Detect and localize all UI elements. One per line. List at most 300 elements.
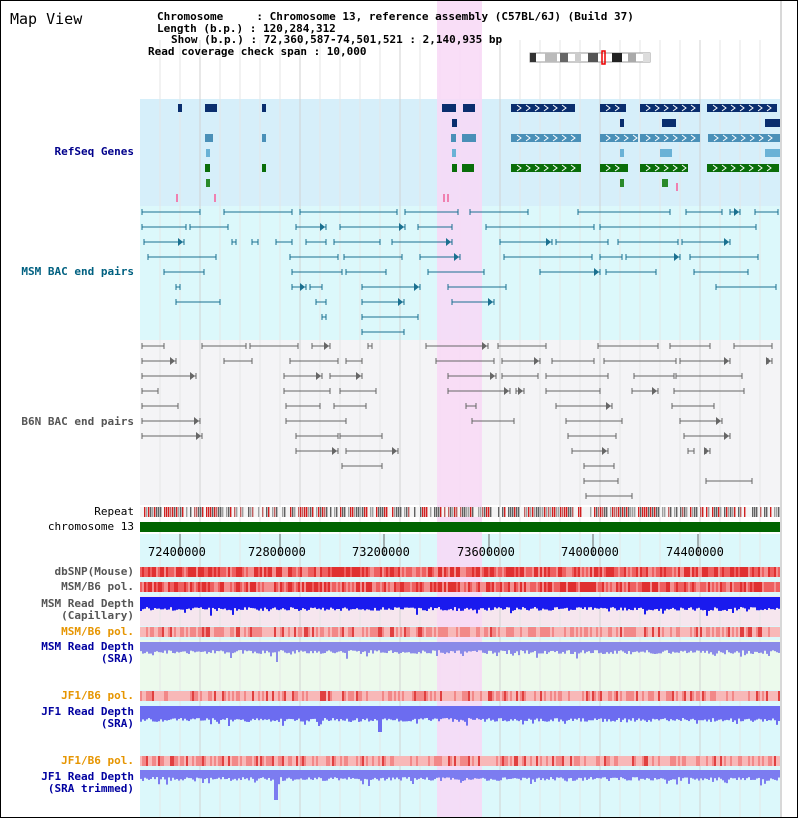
depth-bar (562, 770, 564, 779)
repeat-element (528, 507, 529, 517)
depth-bar (282, 642, 284, 651)
repeat-element (776, 507, 777, 517)
heat-cell (270, 567, 272, 577)
depth-bar (248, 642, 250, 651)
depth-bar (296, 642, 298, 650)
depth-bar (710, 770, 712, 778)
heat-cell (744, 756, 746, 766)
depth-bar (206, 597, 208, 609)
depth-bar (666, 706, 668, 720)
depth-bar (324, 706, 326, 718)
depth-bar (712, 597, 714, 610)
repeat-element (538, 507, 539, 517)
depth-bar (482, 770, 484, 778)
heat-cell (648, 691, 650, 701)
heat-cell (352, 567, 354, 577)
depth-bar (442, 770, 444, 777)
heat-cell (348, 627, 350, 637)
heat-cell (306, 567, 308, 577)
heat-cell (226, 756, 228, 766)
heat-cell (202, 756, 204, 766)
heat-cell (232, 756, 234, 766)
heat-cell (408, 756, 410, 766)
heat-cell (424, 567, 426, 577)
heat-cell (702, 691, 704, 701)
label-msm-depth-capillary[interactable]: MSM Read Depth (Capillary) (41, 597, 134, 622)
heat-cell (668, 627, 670, 637)
heat-cell (710, 756, 712, 766)
heat-cell (712, 627, 714, 637)
repeat-element (646, 507, 647, 517)
depth-bar (312, 706, 314, 719)
heat-cell (640, 582, 642, 592)
depth-bar (482, 642, 484, 653)
depth-bar (722, 706, 724, 721)
depth-bar (180, 770, 182, 779)
depth-bar (398, 706, 400, 722)
depth-bar (716, 597, 718, 608)
depth-bar (484, 770, 486, 779)
heat-cell (668, 582, 670, 592)
heat-cell (548, 756, 550, 766)
heat-cell (296, 756, 298, 766)
depth-bar (254, 770, 256, 783)
repeat-element (502, 507, 503, 517)
depth-bar (616, 706, 618, 720)
heat-cell (192, 691, 194, 701)
depth-bar (244, 597, 246, 607)
depth-bar (184, 642, 186, 651)
depth-bar (142, 642, 144, 654)
heat-cell (534, 756, 536, 766)
depth-bar (732, 770, 734, 778)
label-jf1-b6-pol[interactable]: JF1/B6 pol. (61, 689, 134, 702)
repeat-element (326, 507, 327, 517)
heat-cell (594, 691, 596, 701)
depth-bar (390, 642, 392, 650)
heat-cell (652, 627, 654, 637)
heat-cell (744, 567, 746, 577)
depth-bar (212, 706, 214, 718)
heat-cell (738, 691, 740, 701)
label-msm-b6-pol-sra[interactable]: MSM/B6 pol. (61, 625, 134, 638)
heat-cell (184, 756, 186, 766)
heat-cell (232, 582, 234, 592)
heat-cell (356, 756, 358, 766)
heat-cell (152, 582, 154, 592)
depth-bar (648, 706, 650, 720)
heat-cell (494, 756, 496, 766)
heat-cell (556, 582, 558, 592)
repeat-element (600, 507, 601, 517)
depth-bar (438, 597, 440, 607)
repeat-element (526, 507, 527, 517)
depth-bar (264, 597, 266, 608)
heat-cell (476, 567, 478, 577)
depth-bar (482, 597, 484, 608)
depth-bar (674, 706, 676, 721)
heat-cell (662, 567, 664, 577)
depth-bar (264, 706, 266, 719)
depth-bar (452, 642, 454, 651)
heat-cell (144, 627, 146, 637)
heat-cell (364, 756, 366, 766)
depth-bar (700, 706, 702, 720)
depth-bar (276, 642, 278, 662)
depth-bar (760, 770, 762, 785)
depth-bar (692, 770, 694, 779)
label-jf1-b6-pol-trim[interactable]: JF1/B6 pol. (61, 754, 134, 767)
heat-cell (402, 582, 404, 592)
depth-bar (478, 597, 480, 610)
heat-cell (314, 627, 316, 637)
heat-cell (540, 567, 542, 577)
depth-bar (156, 706, 158, 722)
heat-cell (666, 567, 668, 577)
chromosome-bar (140, 522, 780, 532)
depth-bar (246, 642, 248, 651)
heat-cell (536, 627, 538, 637)
repeat-element (310, 507, 311, 517)
heat-cell (638, 582, 640, 592)
depth-bar (164, 597, 166, 609)
repeat-element (148, 507, 149, 517)
depth-bar (234, 597, 236, 608)
label-jf1-depth-sra[interactable]: JF1 Read Depth (SRA) (41, 705, 134, 730)
repeat-element (262, 507, 263, 517)
heat-cell (408, 582, 410, 592)
depth-bar (646, 597, 648, 611)
depth-bar (612, 642, 614, 654)
repeat-element (406, 507, 407, 517)
depth-bar (624, 642, 626, 653)
heat-cell (434, 756, 436, 766)
depth-bar (536, 642, 538, 658)
heat-cell (658, 627, 660, 637)
depth-bar (538, 642, 540, 653)
repeat-element (362, 507, 363, 517)
depth-bar (374, 597, 376, 608)
depth-bar (298, 770, 300, 779)
heat-cell (508, 627, 510, 637)
depth-bar (428, 597, 430, 609)
label-b6n-bac[interactable]: B6N BAC end pairs (21, 415, 134, 428)
heat-cell (352, 691, 354, 701)
heat-cell (494, 582, 496, 592)
depth-bar (266, 597, 268, 609)
depth-bar (260, 770, 262, 778)
heat-cell (562, 582, 564, 592)
heat-cell (682, 756, 684, 766)
depth-bar (520, 770, 522, 780)
heat-cell (516, 567, 518, 577)
heat-cell (436, 582, 438, 592)
depth-bar (542, 597, 544, 609)
heat-cell (374, 567, 376, 577)
heat-cell (558, 567, 560, 577)
depth-bar (144, 597, 146, 609)
heat-cell (552, 567, 554, 577)
heat-cell (530, 582, 532, 592)
depth-bar (444, 642, 446, 654)
depth-bar (316, 706, 318, 722)
heat-cell (502, 627, 504, 637)
heat-cell (144, 756, 146, 766)
heat-cell (388, 582, 390, 592)
depth-bar (156, 597, 158, 609)
depth-bar (182, 706, 184, 721)
heat-cell (736, 756, 738, 766)
heat-cell (566, 582, 568, 592)
heat-cell (444, 691, 446, 701)
depth-bar (310, 597, 312, 608)
depth-bar (258, 706, 260, 720)
heat-cell (392, 627, 394, 637)
label-msm-bac[interactable]: MSM BAC end pairs (21, 265, 134, 278)
depth-bar (442, 642, 444, 653)
repeat-element (366, 507, 367, 517)
heat-cell (452, 627, 454, 637)
refseq-gene (620, 179, 624, 187)
heat-cell (420, 567, 422, 577)
depth-bar (266, 706, 268, 720)
label-dbsnp[interactable]: dbSNP(Mouse) (54, 565, 134, 578)
depth-bar (460, 597, 462, 611)
depth-bar (308, 706, 310, 721)
heat-cell (280, 627, 282, 637)
depth-bar (280, 642, 282, 650)
heat-cell (610, 582, 612, 592)
heat-cell (488, 582, 490, 592)
repeat-element (404, 507, 405, 517)
heat-cell (544, 691, 546, 701)
repeat-element (274, 507, 275, 517)
depth-bar (706, 642, 708, 651)
depth-bar (698, 597, 700, 608)
depth-bar (598, 597, 600, 609)
heat-cell (492, 582, 494, 592)
depth-bar (656, 642, 658, 654)
heat-cell (664, 691, 666, 701)
heat-cell (634, 627, 636, 637)
heat-cell (176, 627, 178, 637)
depth-bar (238, 770, 240, 778)
heat-cell (186, 567, 188, 577)
depth-bar (622, 597, 624, 610)
label-msm-b6-pol[interactable]: MSM/B6 pol. (61, 580, 134, 593)
depth-bar (164, 770, 166, 779)
heat-cell (214, 691, 216, 701)
repeat-element (464, 507, 465, 517)
heat-cell (310, 582, 312, 592)
depth-bar (284, 770, 286, 781)
repeat-element (732, 507, 733, 517)
heat-cell (232, 691, 234, 701)
depth-bar (736, 770, 738, 780)
depth-bar (352, 642, 354, 651)
heat-cell (188, 691, 190, 701)
heat-cell (662, 582, 664, 592)
heat-cell (372, 691, 374, 701)
heat-cell (568, 567, 570, 577)
label-refseq-genes[interactable]: RefSeq Genes (54, 145, 134, 158)
heat-cell (692, 582, 694, 592)
heat-cell (412, 627, 414, 637)
depth-bar (210, 597, 212, 616)
refseq-gene (451, 134, 456, 142)
heat-cell (590, 756, 592, 766)
depth-bar (168, 706, 170, 720)
depth-bar (490, 770, 492, 779)
depth-bar (204, 597, 206, 609)
depth-bar (584, 597, 586, 607)
heat-cell (724, 582, 726, 592)
heat-cell (526, 756, 528, 766)
depth-bar (416, 597, 418, 615)
label-jf1-depth-trimmed[interactable]: JF1 Read Depth (SRA trimmed) (41, 770, 134, 795)
depth-bar (158, 770, 160, 784)
heat-cell (692, 691, 694, 701)
depth-bar (332, 770, 334, 779)
depth-bar (612, 770, 614, 778)
depth-bar (570, 770, 572, 778)
heat-cell (392, 582, 394, 592)
heat-cell (512, 627, 514, 637)
heat-cell (706, 691, 708, 701)
heat-cell (312, 567, 314, 577)
depth-bar (260, 597, 262, 609)
depth-bar (778, 642, 780, 653)
heat-cell (700, 627, 702, 637)
depth-bar (464, 770, 466, 780)
heat-cell (690, 756, 692, 766)
depth-bar (560, 770, 562, 777)
heat-cell (718, 567, 720, 577)
depth-bar (410, 597, 412, 608)
heat-cell (454, 756, 456, 766)
heat-cell (176, 691, 178, 701)
depth-bar (682, 770, 684, 778)
heat-cell (600, 691, 602, 701)
heat-cell (298, 582, 300, 592)
depth-bar (686, 597, 688, 610)
depth-bar (716, 770, 718, 780)
heat-cell (680, 756, 682, 766)
depth-bar (718, 770, 720, 777)
depth-bar (444, 597, 446, 610)
depth-bar (676, 770, 678, 784)
heat-cell (592, 567, 594, 577)
depth-bar (664, 642, 666, 651)
refseq-gene (600, 164, 628, 172)
depth-bar (680, 706, 682, 721)
heat-cell (312, 691, 314, 701)
depth-bar (236, 770, 238, 780)
heat-cell (426, 627, 428, 637)
heat-cell (184, 567, 186, 577)
heat-cell (306, 627, 308, 637)
depth-bar (326, 706, 328, 720)
depth-bar (490, 642, 492, 651)
heat-cell (406, 756, 408, 766)
heat-cell (530, 756, 532, 766)
depth-bar (550, 597, 552, 611)
depth-bar (590, 770, 592, 777)
heat-cell (756, 691, 758, 701)
heat-cell (372, 567, 374, 577)
depth-bar (528, 642, 530, 654)
depth-bar (214, 770, 216, 779)
heat-cell (570, 756, 572, 766)
depth-bar (652, 706, 654, 719)
depth-bar (684, 706, 686, 719)
heat-cell (606, 567, 608, 577)
repeat-element (436, 507, 437, 517)
heat-cell (538, 691, 540, 701)
repeat-element (470, 507, 471, 517)
heat-cell (276, 567, 278, 577)
heat-cell (534, 582, 536, 592)
heat-cell (478, 567, 480, 577)
heat-cell (500, 627, 502, 637)
depth-bar (512, 706, 514, 721)
depth-bar (672, 597, 674, 608)
depth-bar (636, 597, 638, 610)
depth-bar (548, 597, 550, 610)
heat-cell (730, 567, 732, 577)
heat-cell (524, 582, 526, 592)
heat-cell (388, 691, 390, 701)
heat-cell (778, 567, 780, 577)
heat-cell (382, 567, 384, 577)
repeat-element (720, 507, 721, 517)
heat-cell (174, 582, 176, 592)
refseq-gene (452, 164, 457, 172)
depth-bar (680, 642, 682, 651)
heat-cell (334, 627, 336, 637)
depth-bar (604, 597, 606, 608)
repeat-element (634, 507, 635, 517)
heat-cell (544, 756, 546, 766)
depth-bar (426, 706, 428, 718)
depth-bar (634, 706, 636, 722)
heat-cell (190, 627, 192, 637)
heat-cell (664, 756, 666, 766)
depth-bar (306, 770, 308, 779)
heat-cell (652, 756, 654, 766)
repeat-element (178, 507, 179, 517)
heat-cell (484, 691, 486, 701)
depth-bar (472, 770, 474, 779)
depth-bar (350, 770, 352, 779)
label-msm-depth-sra[interactable]: MSM Read Depth (SRA) (41, 640, 134, 665)
heat-cell (312, 582, 314, 592)
depth-bar (140, 642, 142, 651)
heat-cell (168, 582, 170, 592)
heat-cell (168, 567, 170, 577)
heat-cell (448, 567, 450, 577)
depth-bar (526, 597, 528, 610)
refseq-gene (765, 119, 780, 127)
depth-bar (454, 597, 456, 607)
depth-bar (428, 770, 430, 780)
depth-bar (740, 770, 742, 780)
repeat-element (322, 507, 323, 517)
depth-bar (752, 706, 754, 722)
depth-bar (158, 597, 160, 609)
repeat-element (570, 507, 571, 517)
depth-bar (368, 642, 370, 653)
